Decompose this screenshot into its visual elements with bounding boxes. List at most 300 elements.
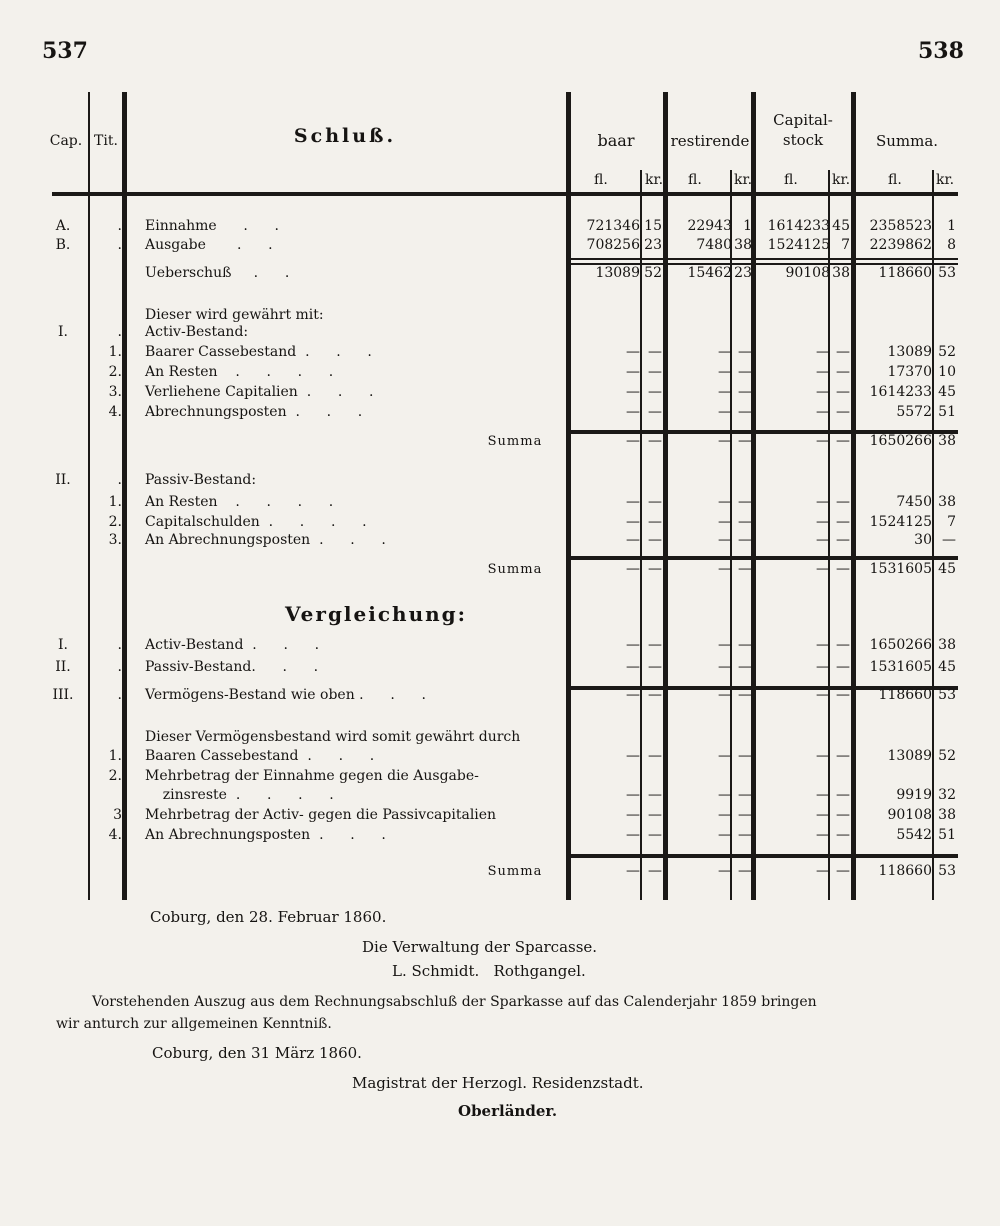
- row-rest-fl: —: [718, 384, 732, 400]
- row-label: Dieser wird gewährt mit:: [145, 307, 324, 323]
- row-sum-fl: 17370: [887, 364, 932, 380]
- row-cap: B.: [55, 237, 71, 253]
- row-label: Einnahme . .: [145, 218, 279, 234]
- row-rest-kr: —: [738, 344, 752, 360]
- row-sum-kr: 53: [938, 687, 956, 703]
- row-label: Activ-Bestand:: [145, 324, 249, 340]
- row-tit: .: [117, 472, 122, 488]
- row-cap: [40, 728, 86, 747]
- verwaltung: Die Verwaltung der Sparcasse.: [362, 938, 598, 956]
- row-sum-fl: [856, 471, 932, 490]
- row-sum-kr: 7: [947, 514, 956, 530]
- row-cap: [40, 531, 86, 550]
- row-sum-fl: 2239862: [869, 237, 932, 253]
- header-summa: Summa.: [875, 132, 939, 150]
- row-rest-kr: 23: [734, 265, 752, 281]
- row-sum-kr: 38: [938, 807, 956, 823]
- row-capital-kr: —: [836, 827, 850, 843]
- row-baar-fl: —: [626, 364, 640, 380]
- row-rest-kr: 38: [734, 237, 752, 253]
- row-rest-fl: 22943: [687, 218, 732, 234]
- row-capital-kr: —: [836, 532, 850, 548]
- row-tit: [96, 786, 122, 805]
- magistrat: Magistrat der Herzogl. Residenzstadt.: [352, 1074, 644, 1092]
- row-tit: [96, 862, 122, 881]
- row-label: Passiv-Bestand:: [145, 472, 257, 488]
- row-rest-kr: —: [738, 433, 752, 449]
- row-rest-kr: —: [738, 807, 752, 823]
- page-number-right: 538: [918, 38, 964, 64]
- row-capital-fl: —: [816, 433, 830, 449]
- row-sum-kr: 53: [938, 265, 956, 281]
- row-rest-fl: —: [718, 561, 732, 577]
- signer-oberlaender: Oberländer.: [458, 1102, 558, 1120]
- table-row: [0, 826, 1000, 845]
- row-capital-kr: —: [836, 384, 850, 400]
- row-tit: .: [117, 687, 122, 703]
- row-rest-kr: [732, 323, 752, 342]
- row-tit: 1.: [108, 748, 122, 764]
- row-tit: .: [117, 324, 122, 340]
- row-baar-kr: [642, 471, 662, 490]
- row-baar-fl: —: [626, 827, 640, 843]
- row-capital-fl: [754, 471, 830, 490]
- row-label: Passiv-Bestand. . .: [145, 659, 319, 675]
- row-baar-kr: —: [648, 532, 662, 548]
- row-baar-kr: —: [648, 863, 662, 879]
- row-label: Mehrbetrag der Activ- gegen die Passivcapitalien: [145, 807, 497, 823]
- row-sum-fl: 118660: [878, 265, 932, 281]
- header-schluss: Schluß.: [293, 125, 397, 147]
- row-baar-kr: —: [648, 807, 662, 823]
- row-rest-kr: —: [738, 561, 752, 577]
- row-cap: [40, 826, 86, 845]
- table-row: [0, 217, 1000, 236]
- row-cap: [40, 432, 86, 451]
- header-capitalstock: Capital- stock: [773, 111, 833, 149]
- row-sum-fl: 2358523: [869, 218, 932, 234]
- row-baar-fl: —: [626, 787, 640, 803]
- row-baar-kr: —: [648, 514, 662, 530]
- row-capital-kr: —: [836, 659, 850, 675]
- row-cap: [40, 383, 86, 402]
- vergleichung-heading: Vergleichung:: [285, 602, 468, 626]
- row-rest-fl: —: [718, 807, 732, 823]
- row-capital-fl: —: [816, 787, 830, 803]
- table-row: [0, 343, 1000, 362]
- row-sum-kr: 51: [938, 404, 956, 420]
- row-baar-fl: —: [626, 637, 640, 653]
- row-sum-kr: 38: [938, 433, 956, 449]
- row-baar-fl: —: [626, 514, 640, 530]
- row-rest-fl: 7480: [696, 237, 732, 253]
- rule-header-bottom: [52, 192, 958, 196]
- row-tit: 2.: [108, 364, 122, 380]
- unit-sum-fl: fl.: [888, 172, 902, 188]
- row-rest-fl: 15462: [687, 265, 732, 281]
- row-label: Abrechnungsposten . . .: [145, 404, 363, 420]
- row-baar-kr: —: [648, 687, 662, 703]
- table-row: [0, 363, 1000, 382]
- row-rest-kr: —: [738, 364, 752, 380]
- row-sum-fl: 1650266: [869, 433, 932, 449]
- row-capital-fl: 90108: [785, 265, 830, 281]
- table-row: [0, 323, 1000, 342]
- row-baar-kr: —: [648, 659, 662, 675]
- row-capital-kr: —: [836, 748, 850, 764]
- row-label: Baarer Cassebestand . . .: [145, 344, 372, 360]
- unit-baar-kr: kr.: [645, 172, 664, 188]
- row-capital-fl: [754, 767, 830, 786]
- row-rest-fl: —: [718, 404, 732, 420]
- row-capital-kr: —: [836, 433, 850, 449]
- row-capital-kr: —: [836, 863, 850, 879]
- row-capital-kr: —: [836, 637, 850, 653]
- row-sum-kr: 10: [938, 364, 956, 380]
- row-tit: 3: [113, 807, 122, 823]
- row-capital-kr: [830, 323, 850, 342]
- row-baar-fl: [572, 767, 640, 786]
- row-capital-fl: 1524125: [767, 237, 830, 253]
- row-baar-kr: —: [648, 384, 662, 400]
- row-rest-fl: —: [718, 494, 732, 510]
- row-label: An Resten . . . .: [145, 364, 334, 380]
- header-restirende: restirende: [670, 132, 750, 150]
- row-rest-kr: —: [738, 494, 752, 510]
- row-cap: [40, 806, 86, 825]
- row-capital-fl: —: [816, 532, 830, 548]
- row-sum-kr: 53: [938, 863, 956, 879]
- row-capital-fl: —: [816, 384, 830, 400]
- table-row: [0, 636, 1000, 655]
- signers: L. Schmidt. Rothgangel.: [392, 962, 586, 980]
- row-label: Activ-Bestand . . .: [145, 637, 320, 653]
- table-row: [0, 471, 1000, 490]
- row-baar-kr: 23: [644, 237, 662, 253]
- row-baar-fl: 13089: [595, 265, 640, 281]
- row-sum-fl: 1614233: [869, 384, 932, 400]
- row-sum-fl: 1524125: [869, 514, 932, 530]
- row-baar-fl: —: [626, 561, 640, 577]
- row-sum-fl: [856, 728, 932, 747]
- row-baar-kr: —: [648, 748, 662, 764]
- table-row: [0, 531, 1000, 550]
- row-label: Baaren Cassebestand . . .: [145, 748, 375, 764]
- row-rest-fl: —: [718, 344, 732, 360]
- row-baar-kr: —: [648, 561, 662, 577]
- row-tit: .: [117, 218, 122, 234]
- row-sum-kr: 45: [938, 384, 956, 400]
- row-sum-fl: 1650266: [869, 637, 932, 653]
- table-row: [0, 806, 1000, 825]
- unit-rest-kr: kr.: [734, 172, 753, 188]
- row-capital-kr: [830, 728, 850, 747]
- row-rest-kr: —: [738, 659, 752, 675]
- row-capital-kr: —: [836, 404, 850, 420]
- row-sum-kr: 32: [938, 787, 956, 803]
- row-cap: [40, 560, 86, 579]
- row-cap: [40, 343, 86, 362]
- row-baar-kr: —: [648, 827, 662, 843]
- page-number-left: 537: [42, 38, 88, 64]
- row-capital-fl: —: [816, 514, 830, 530]
- row-sum-fl: 30: [914, 532, 932, 548]
- row-rest-kr: [732, 767, 752, 786]
- row-rest-fl: [668, 728, 732, 747]
- row-capital-kr: 7: [841, 237, 850, 253]
- row-sum-fl: 9919: [896, 787, 932, 803]
- row-rest-fl: —: [718, 433, 732, 449]
- table-row: [0, 513, 1000, 532]
- place-date-2: Coburg, den 31 März 1860.: [152, 1044, 362, 1062]
- table-row: [0, 862, 1000, 881]
- table-row: [0, 767, 1000, 786]
- row-cap: [40, 767, 86, 786]
- row-rest-kr: —: [738, 787, 752, 803]
- row-rest-kr: —: [738, 514, 752, 530]
- row-tit: 3.: [108, 384, 122, 400]
- row-rest-fl: —: [718, 787, 732, 803]
- notice-line-2: wir anturch zur allgemeinen Kenntniß.: [56, 1016, 332, 1032]
- row-cap: [40, 513, 86, 532]
- row-rest-kr: —: [738, 863, 752, 879]
- table-row: [0, 432, 1000, 451]
- row-cap: [40, 264, 86, 283]
- row-tit: [96, 560, 122, 579]
- row-sum-kr: 45: [938, 561, 956, 577]
- row-capital-kr: [830, 767, 850, 786]
- row-baar-kr: —: [648, 404, 662, 420]
- row-rest-kr: [732, 728, 752, 747]
- row-rest-kr: —: [738, 384, 752, 400]
- row-sum-fl: 13089: [887, 748, 932, 764]
- row-sum-fl: 1531605: [869, 659, 932, 675]
- row-label: Mehrbetrag der Einnahme gegen die Ausgabe-: [145, 768, 479, 784]
- row-sum-fl: 7450: [896, 494, 932, 510]
- row-sum-kr: 8: [947, 237, 956, 253]
- row-capital-kr: —: [836, 807, 850, 823]
- row-capital-fl: —: [816, 659, 830, 675]
- row-sum-kr: [934, 767, 956, 786]
- row-baar-kr: —: [648, 787, 662, 803]
- row-capital-fl: —: [816, 344, 830, 360]
- row-baar-fl: [572, 728, 640, 747]
- row-baar-fl: 721346: [586, 218, 640, 234]
- row-capital-fl: —: [816, 827, 830, 843]
- header-cap: Cap.: [49, 133, 83, 149]
- table-row: [0, 786, 1000, 805]
- row-rest-fl: —: [718, 659, 732, 675]
- summa-label: Summa: [487, 434, 543, 449]
- unit-rest-fl: fl.: [688, 172, 702, 188]
- row-rest-kr: —: [738, 637, 752, 653]
- row-baar-fl: —: [626, 532, 640, 548]
- unit-baar-fl: fl.: [594, 172, 608, 188]
- row-sum-fl: 13089: [887, 344, 932, 360]
- row-baar-fl: —: [626, 659, 640, 675]
- row-baar-kr: [642, 323, 662, 342]
- row-cap: [40, 747, 86, 766]
- row-cap: [40, 363, 86, 382]
- unit-cap-kr: kr.: [832, 172, 851, 188]
- row-rest-kr: [732, 471, 752, 490]
- row-sum-kr: 1: [947, 218, 956, 234]
- table-row: [0, 658, 1000, 677]
- row-capital-kr: —: [836, 514, 850, 530]
- row-rest-fl: —: [718, 364, 732, 380]
- row-capital-kr: —: [836, 494, 850, 510]
- row-sum-kr: [934, 323, 956, 342]
- table-row: [0, 383, 1000, 402]
- row-rest-fl: [668, 767, 732, 786]
- row-label: Vermögens-Bestand wie oben . . .: [145, 687, 426, 703]
- row-label: An Abrechnungsposten . . .: [145, 532, 386, 548]
- row-baar-kr: [642, 767, 662, 786]
- row-sum-kr: 51: [938, 827, 956, 843]
- row-sum-kr: 52: [938, 344, 956, 360]
- row-rest-fl: [668, 471, 732, 490]
- row-rest-fl: —: [718, 748, 732, 764]
- row-capital-fl: —: [816, 561, 830, 577]
- table-row: [0, 560, 1000, 579]
- row-capital-fl: —: [816, 637, 830, 653]
- row-baar-kr: —: [648, 637, 662, 653]
- summa-label: Summa: [487, 562, 543, 577]
- row-rest-fl: —: [718, 687, 732, 703]
- row-tit: 2.: [108, 768, 122, 784]
- table-row: [0, 264, 1000, 283]
- notice-line-1: Vorstehenden Auszug aus dem Rechnungsabschluß der Sparkasse auf das Calenderjahr 1859 bringen: [92, 994, 817, 1010]
- row-tit: 2.: [108, 514, 122, 530]
- row-label: Ausgabe . .: [145, 237, 273, 253]
- row-baar-fl: [572, 471, 640, 490]
- row-tit: .: [117, 659, 122, 675]
- row-sum-fl: [856, 323, 932, 342]
- row-capital-kr: —: [836, 344, 850, 360]
- row-capital-kr: 45: [832, 218, 850, 234]
- row-baar-fl: —: [626, 863, 640, 879]
- row-tit: 1.: [108, 494, 122, 510]
- table-row: [0, 493, 1000, 512]
- table-row: [0, 686, 1000, 705]
- row-tit: 4.: [108, 827, 122, 843]
- row-sum-fl: 118660: [878, 687, 932, 703]
- row-rest-kr: —: [738, 532, 752, 548]
- row-baar-kr: 15: [644, 218, 662, 234]
- row-capital-kr: 38: [832, 265, 850, 281]
- table-row: [0, 747, 1000, 766]
- row-baar-kr: [642, 728, 662, 747]
- row-capital-fl: —: [816, 863, 830, 879]
- row-capital-fl: 1614233: [767, 218, 830, 234]
- row-baar-kr: —: [648, 494, 662, 510]
- row-cap: II.: [55, 659, 71, 675]
- row-sum-kr: 45: [938, 659, 956, 675]
- row-capital-fl: —: [816, 404, 830, 420]
- row-sum-fl: 90108: [887, 807, 932, 823]
- row-tit: [96, 432, 122, 451]
- row-rest-fl: —: [718, 863, 732, 879]
- row-rest-fl: —: [718, 827, 732, 843]
- row-capital-fl: —: [816, 748, 830, 764]
- row-sum-kr: [934, 471, 956, 490]
- row-tit: .: [117, 637, 122, 653]
- rule-ueberschuss: [566, 258, 958, 260]
- row-baar-kr: —: [648, 344, 662, 360]
- row-cap: [40, 862, 86, 881]
- row-label: An Abrechnungsposten . . .: [145, 827, 386, 843]
- row-baar-kr: —: [648, 433, 662, 449]
- row-tit: 1.: [108, 344, 122, 360]
- row-label: zinsreste . . . .: [145, 787, 334, 803]
- row-baar-fl: —: [626, 384, 640, 400]
- summa-label: Summa: [487, 864, 543, 879]
- header-tit: Tit.: [94, 133, 118, 149]
- row-sum-fl: 1531605: [869, 561, 932, 577]
- row-sum-kr: [934, 728, 956, 747]
- row-sum-kr: —: [942, 532, 956, 548]
- row-capital-fl: —: [816, 364, 830, 380]
- row-cap: [40, 786, 86, 805]
- rule-summa-3: [566, 854, 958, 858]
- row-cap: A.: [55, 218, 71, 234]
- row-rest-kr: —: [738, 748, 752, 764]
- row-baar-kr: —: [648, 364, 662, 380]
- row-rest-kr: —: [738, 404, 752, 420]
- row-capital-fl: [754, 323, 830, 342]
- row-baar-fl: —: [626, 344, 640, 360]
- row-capital-kr: —: [836, 561, 850, 577]
- row-baar-fl: 708256: [586, 237, 640, 253]
- row-baar-fl: —: [626, 494, 640, 510]
- row-sum-kr: 38: [938, 494, 956, 510]
- row-baar-fl: —: [626, 748, 640, 764]
- row-label: An Resten . . . .: [145, 494, 334, 510]
- row-rest-kr: —: [738, 827, 752, 843]
- header-baar: baar: [597, 131, 635, 150]
- unit-sum-kr: kr.: [936, 172, 955, 188]
- row-capital-kr: —: [836, 364, 850, 380]
- row-capital-kr: [830, 471, 850, 490]
- row-baar-fl: —: [626, 807, 640, 823]
- row-capital-kr: —: [836, 687, 850, 703]
- unit-cap-fl: fl.: [784, 172, 798, 188]
- row-baar-fl: —: [626, 433, 640, 449]
- row-cap: [40, 493, 86, 512]
- row-cap: I.: [58, 637, 68, 653]
- row-sum-fl: [856, 767, 932, 786]
- row-baar-kr: 52: [644, 265, 662, 281]
- row-rest-fl: [668, 323, 732, 342]
- row-cap: I.: [58, 324, 68, 340]
- table-row: [0, 728, 1000, 747]
- row-sum-fl: 5572: [896, 404, 932, 420]
- row-rest-kr: —: [738, 687, 752, 703]
- row-tit: 4.: [108, 404, 122, 420]
- row-sum-fl: 5542: [896, 827, 932, 843]
- table-row: [0, 236, 1000, 255]
- row-cap: [40, 403, 86, 422]
- row-label: Capitalschulden . . . .: [145, 514, 367, 530]
- row-capital-fl: [754, 728, 830, 747]
- row-sum-kr: 38: [938, 637, 956, 653]
- row-tit: .: [117, 237, 122, 253]
- row-rest-fl: —: [718, 637, 732, 653]
- row-label: Ueberschuß . .: [145, 265, 290, 281]
- row-label: Dieser Vermögensbestand wird somit gewährt durch: [145, 729, 521, 745]
- row-capital-kr: —: [836, 787, 850, 803]
- row-tit: [96, 264, 122, 283]
